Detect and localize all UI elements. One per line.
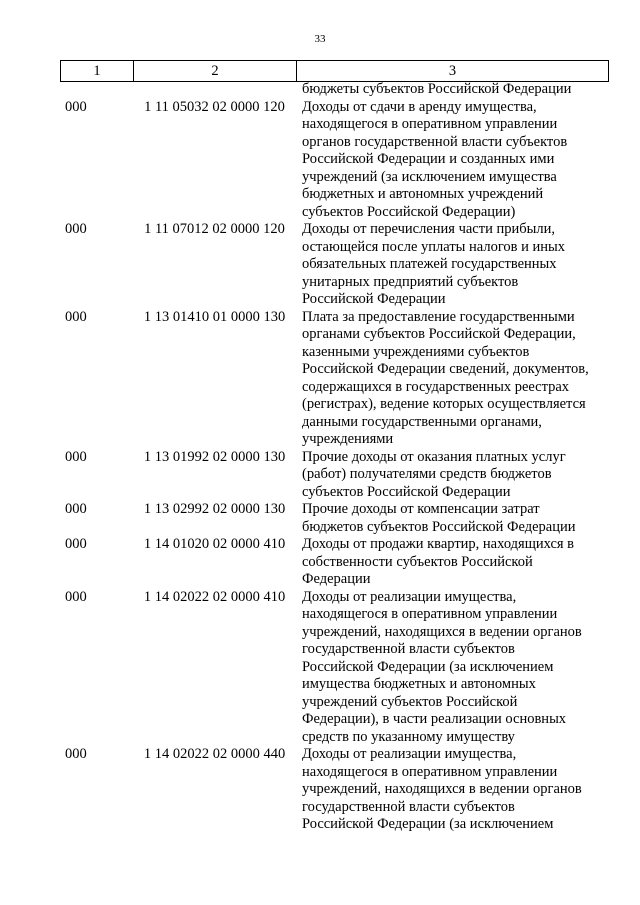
- income-description: Доходы от реализации имущества, находящегося в оперативном управлении учреждений, находящихся в ведении органов государственной власти субъектов Российской Федерации (за исключением имущества бюджетных и автономных учреждений субъектов Российской Федерации), в части реализации основных средств по указанному имуществу: [302, 588, 582, 745]
- kbk-code: 1 14 01020 02 0000 410: [143, 536, 286, 552]
- admin-code: 000: [65, 536, 87, 552]
- kbk-code: 1 14 02022 02 0000 410: [143, 588, 286, 605]
- table-row: [60, 449, 609, 502]
- table-row: [60, 589, 609, 747]
- kbk-code: 1 11 07012 02 0000 120: [144, 221, 285, 237]
- table-row: [60, 746, 609, 834]
- admin-code: 000: [65, 501, 87, 517]
- income-description: Плата за предоставление государственными органами субъектов Российской Федерации, казенными учреждениями субъектов Российской Федерации сведений, документов, содержащихся в государственных реестрах (регистрах), ведение которых осуществляется данными государственными органами, учреждениями: [302, 308, 589, 447]
- header-col-2: 2: [134, 61, 297, 81]
- table-row: [60, 501, 609, 536]
- table-row: [60, 309, 609, 449]
- table-row: [60, 221, 609, 309]
- kbk-code: 1 14 02022 02 0000 440: [143, 746, 286, 762]
- admin-code: 000: [65, 221, 87, 237]
- header-col-1: 1: [61, 61, 134, 81]
- income-description: Прочие доходы от оказания платных услуг (работ) получателями средств бюджетов субъектов Российской Федерации: [302, 448, 566, 500]
- admin-code: 000: [65, 448, 87, 465]
- table-row: [60, 536, 609, 589]
- income-description: Доходы от сдачи в аренду имущества, находящегося в оперативном управлении органов государственной власти субъектов Российской Федерации и созданных ими учреждений (за исключением имущества бюджетных и автономных учреждений субъектов Российской Федерации): [302, 98, 568, 220]
- continuation-text: бюджеты субъектов Российской Федерации: [302, 81, 572, 97]
- income-description: Доходы от перечисления части прибыли, остающейся после уплаты налогов и иных обязательных платежей государственных унитарных предприятий субъектов Российской Федерации: [302, 221, 566, 307]
- income-description: Доходы от реализации имущества, находящегося в оперативном управлении учреждений, находящихся в ведении органов государственной власти субъектов Российской Федерации (за исключением: [302, 746, 582, 832]
- income-description: Доходы от продажи квартир, находящихся в собственности субъектов Российской Федерации: [302, 536, 575, 587]
- admin-code: 000: [65, 98, 87, 115]
- header-col-3: 3: [448, 63, 457, 79]
- income-description: Прочие доходы от компенсации затрат бюджетов субъектов Российской Федерации: [302, 501, 576, 535]
- kbk-code: 1 11 05032 02 0000 120: [144, 98, 285, 115]
- page-number: 33: [314, 33, 326, 45]
- kbk-code: 1 13 02992 02 0000 130: [143, 501, 286, 517]
- admin-code: 000: [65, 308, 87, 325]
- admin-code: 000: [65, 588, 87, 605]
- table-body: [60, 81, 609, 834]
- table-header: [60, 60, 609, 82]
- admin-code: 000: [65, 746, 87, 762]
- table-row: [60, 99, 609, 222]
- kbk-code: 1 13 01992 02 0000 130: [143, 448, 286, 465]
- kbk-code: 1 13 01410 01 0000 130: [143, 308, 286, 325]
